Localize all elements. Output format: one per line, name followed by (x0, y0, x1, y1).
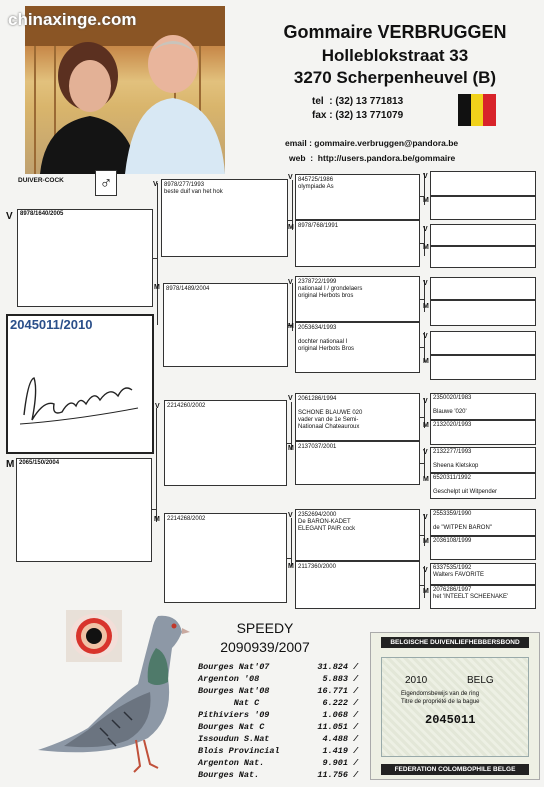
gen2-ds: 2214260/2002 (164, 400, 287, 486)
gen4-7 (430, 331, 536, 355)
result-row: Blois Provincial 1.419 / (198, 745, 385, 757)
gen3-sss: 845725/1986 olympiade As (295, 174, 420, 220)
gen3-ddd: 2117360/2000 (295, 561, 420, 609)
result-coef: 5.883 (322, 674, 348, 684)
result-coef: 4.488 (322, 734, 348, 744)
owner-web[interactable]: web : http://users.pandora.be/gommaire (289, 153, 456, 163)
result-coef: 16.771 (317, 686, 348, 696)
gen3-sds: 2378722/1999 nationaal I / grondelaers original Herbots bros (295, 276, 420, 322)
certificate-country: BELG (467, 675, 494, 686)
certificate-year: 2010 (405, 675, 428, 686)
result-race: Bourges Nat'08 (198, 686, 270, 696)
gen3-dss: 2061286/1994 SCHONE BLAUWE 020 vader van de 1e Semi- Nationaal Chateauroux (295, 393, 420, 441)
sex-symbol: ♂ (95, 170, 117, 196)
certificate-header: BELGISCHE DUIVENLIEFHEBBERSBOND (381, 637, 529, 648)
dam-box (16, 458, 152, 562)
gen3-dsd: 2137037/2001 (295, 441, 420, 485)
result-race: Nat C (198, 698, 260, 708)
owner-fax: fax : (32) 13 771079 (312, 110, 404, 121)
ring-certificate (370, 632, 540, 780)
owners-silhouette (25, 6, 225, 174)
gen4-4 (430, 246, 536, 268)
result-race: Issoudun S.Nat (198, 734, 270, 744)
sire-box (17, 209, 153, 307)
result-race: Bourges Nat'07 (198, 662, 270, 672)
gen2-sd: 8978/1489/2004 (163, 283, 288, 367)
result-coef: 31.824 (317, 662, 348, 672)
result-coef: 1.419 (322, 746, 348, 756)
result-race: Pithiviers '09 (198, 710, 270, 720)
dam-ring: 2065/150/2004 (19, 460, 60, 466)
result-coef: 11.756 (317, 770, 348, 780)
result-row: Pithiviers '09 1.068 / (198, 709, 385, 721)
pigeon-name: SPEEDY (236, 620, 294, 636)
owner-photo (25, 6, 225, 174)
result-row: Issoudun S.Nat 4.488 / (198, 733, 385, 745)
pigeon-photo (28, 608, 198, 780)
gen4-16: 2076286/1997 het 'INTEELT SCHEENAKE' (430, 585, 536, 609)
watermark: chinaxinge.com (8, 10, 137, 29)
result-coef: 1.068 (322, 710, 348, 720)
certificate-line1: Eigendomsbewijs van de ring (401, 691, 480, 697)
result-coef: 9.901 (322, 758, 348, 768)
result-coef: 6.222 (322, 698, 348, 708)
sire-ring: 8978/1640/2005 (20, 211, 64, 217)
result-row: Nat C 6.222 / (198, 697, 385, 709)
flag-black (458, 94, 471, 126)
gen2-ss: 8978/277/1993 beste duif van het hok (161, 179, 288, 257)
result-row: Argenton Nat. 9.901 / (198, 757, 385, 769)
gen3-sdd: 2053634/1993 dochter nationaal I original Herbots Bros (295, 322, 420, 373)
result-race: Bourges Nat. (198, 770, 260, 780)
owner-email[interactable]: email : gommaire.verbruggen@pandora.be (285, 138, 459, 148)
owner-name: Gommaire VERBRUGGEN (283, 22, 507, 42)
subject-ring: 2045011/2010 (10, 317, 93, 332)
result-race: Bourges Nat C (198, 722, 265, 732)
gen4-3 (430, 224, 536, 246)
gen4-5 (430, 277, 536, 300)
flag-yellow (471, 94, 484, 126)
certificate-footer: FEDERATION COLOMBOPHILE BELGE (381, 764, 529, 775)
gen3-ssd: 8978/768/1991 (295, 220, 420, 267)
gen4-14: 2036108/1999 (430, 536, 536, 560)
gen4-6 (430, 300, 536, 326)
result-coef: 11.051 (317, 722, 348, 732)
gen4-12: 6520311/1992 Geschelpt uit Witpender (430, 473, 536, 499)
owner-city: 3270 Scherpenheuvel (B) (293, 68, 497, 87)
pigeon-ring: 2090939/2007 (220, 639, 310, 655)
gen4-1 (430, 171, 536, 196)
gen2-dd: 2214268/2002 (164, 513, 287, 603)
result-row: Bourges Nat'07 31.824 / (198, 661, 385, 673)
result-row: Bourges Nat. 11.756 / (198, 769, 385, 781)
sire-marker: V (6, 211, 13, 222)
result-race: Blois Provincial (198, 746, 280, 756)
certificate-line2: Titre de propriété de la bague (401, 699, 480, 705)
dam-marker: M (6, 459, 15, 470)
results-table (198, 661, 385, 781)
gen4-13: 2553359/1990 de "WITPEN BARON" (430, 509, 536, 536)
gen3-dds: 2352694/2000 De BARON-KADET ELEGANT PAIR cock (295, 509, 420, 561)
gen4-10: 2132020/1993 (430, 420, 536, 445)
gen4-8 (430, 355, 536, 380)
gen4-2 (430, 196, 536, 220)
result-race: Argenton '08 (198, 674, 260, 684)
gen4-9: 2350020/1983 Blauwe '020' (430, 393, 536, 420)
belgian-flag (458, 94, 496, 126)
certificate-number: 2045011 (425, 713, 476, 727)
result-row: Bourges Nat'08 16.771 / (198, 685, 385, 697)
result-race: Argenton Nat. (198, 758, 265, 768)
subject-label: DUIVER-COCK (18, 177, 64, 184)
gen4-11: 2132277/1993 Sheena Kletskop (430, 447, 536, 473)
subject-box (6, 314, 154, 454)
signature-icon (14, 360, 144, 440)
flag-red (483, 94, 496, 126)
owner-tel: tel : (32) 13 771813 (312, 96, 404, 107)
gen4-15: 6337535/1992 Walters FAVORITE (430, 563, 536, 585)
owner-street: Holleblokstraat 33 (321, 46, 469, 65)
result-row: Argenton '08 5.883 / (198, 673, 385, 685)
result-row: Bourges Nat C 11.051 / (198, 721, 385, 733)
